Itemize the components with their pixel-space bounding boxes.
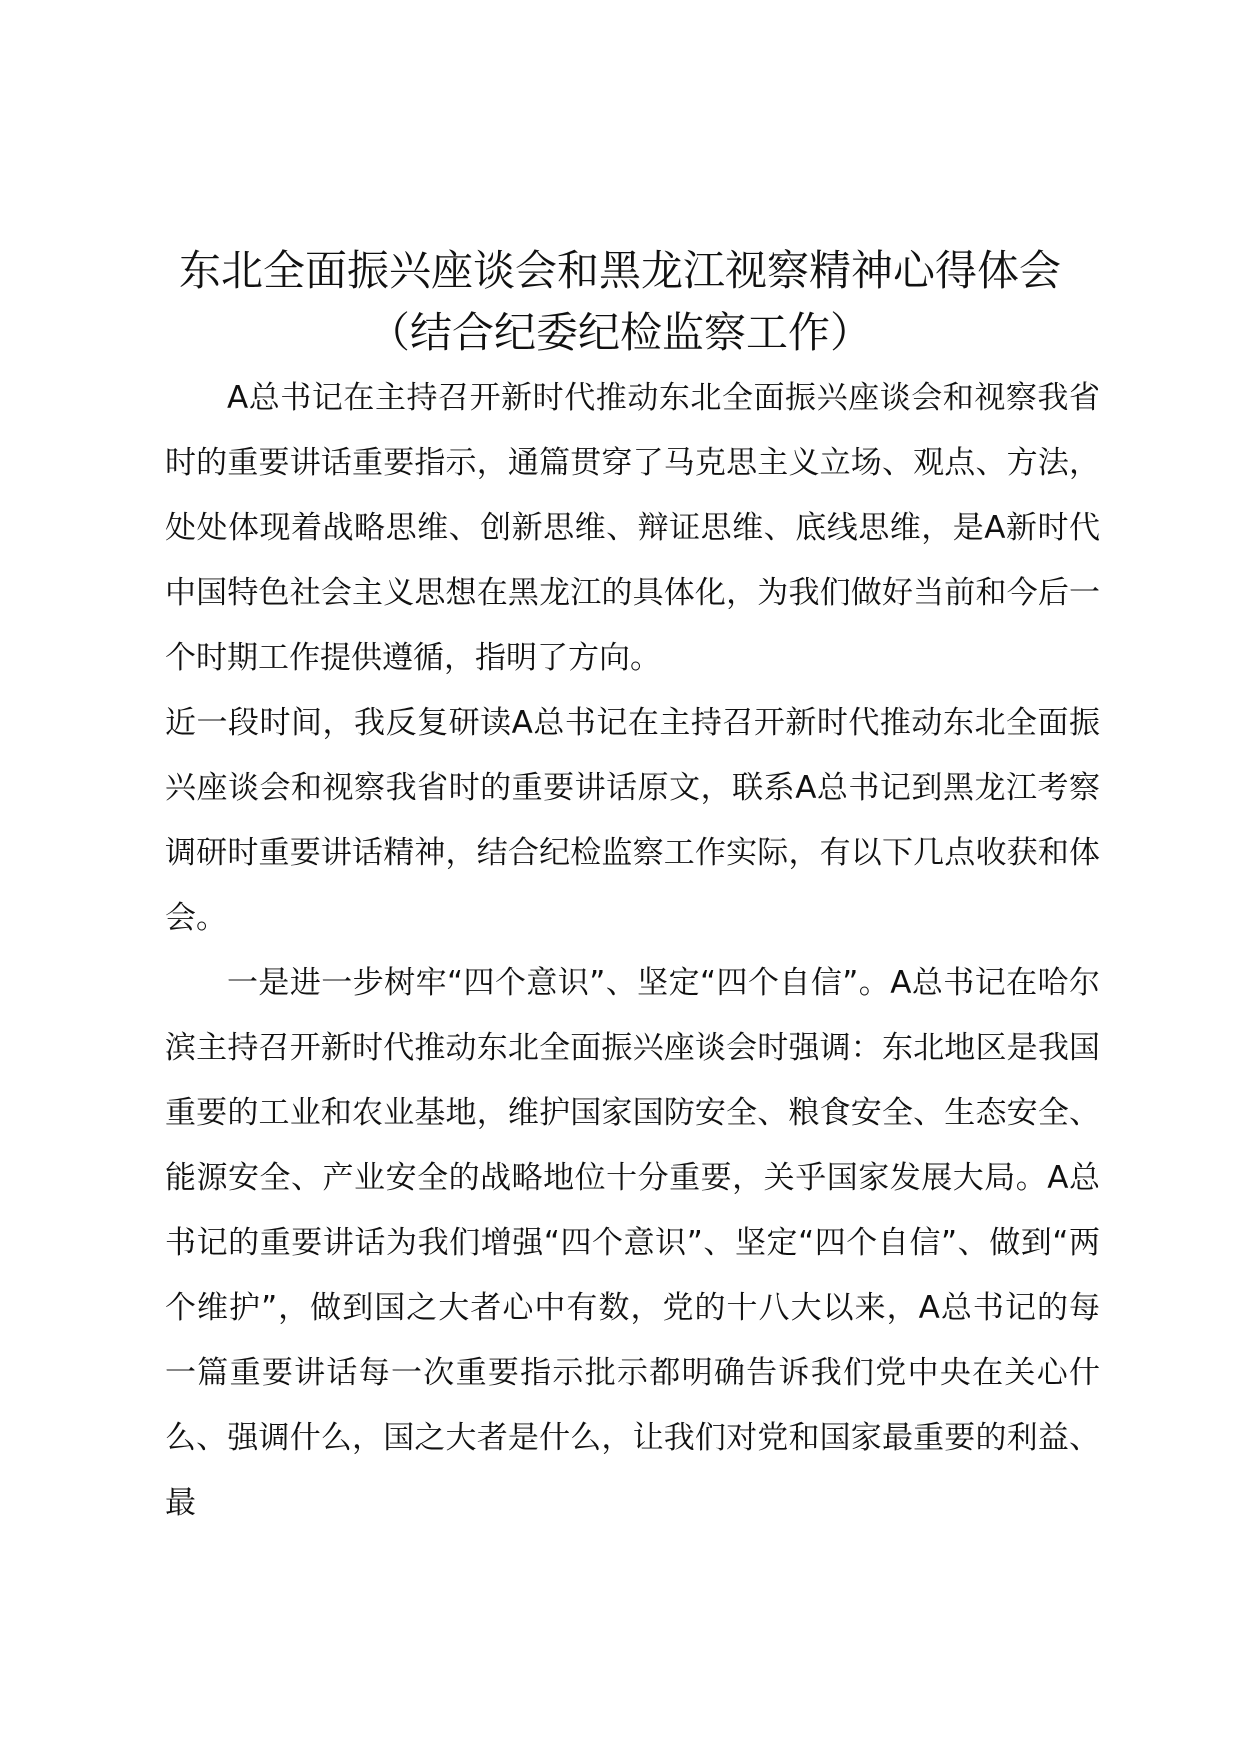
document-body bbox=[165, 366, 1100, 1536]
paragraph-reflection: 近一段时间，我反复研读A总书记在主持召开新时代推动东北全面振兴座谈会和视察我省时的重要讲话原文，联系A总书记到黑龙江考察调研时重要讲话精神，结合纪检监察工作实际，有以下几点收获和体会。 bbox=[165, 705, 1100, 936]
paragraph-point-one: 一是进一步树牢“四个意识”、坚定“四个自信”。A总书记在哈尔滨主持召开新时代推动东北全面振兴座谈会时强调：东北地区是我国重要的工业和农业基地，维护国家国防安全、粮食安全、生态安全、能源安全、产业安全的战略地位十分重要，关乎国家发展大局。A总书记的重要讲话为我们增强“四个意识”、坚定“四个自信”、做到“两个维护”，做到国之大者心中有数，党的十八大以来，A总书记的每一篇重要讲话每一次重要指示批示都明确告诉我们党中央在关心什么、强调什么，国之大者是什么，让我们对党和国家最重要的利益、最 bbox=[165, 965, 1100, 1521]
paragraph-intro: A总书记在主持召开新时代推动东北全面振兴座谈会和视察我省时的重要讲话重要指示，通篇贯穿了马克思主义立场、观点、方法，处处体现着战略思维、创新思维、辩证思维、底线思维，是A新时代中国特色社会主义思想在黑龙江的具体化，为我们做好当前和今后一个时期工作提供遵循，指明了方向。 bbox=[165, 380, 1100, 676]
document-title: 东北全面振兴座谈会和黑龙江视察精神心得体会（结合纪委纪检监察工作） bbox=[178, 246, 1061, 357]
